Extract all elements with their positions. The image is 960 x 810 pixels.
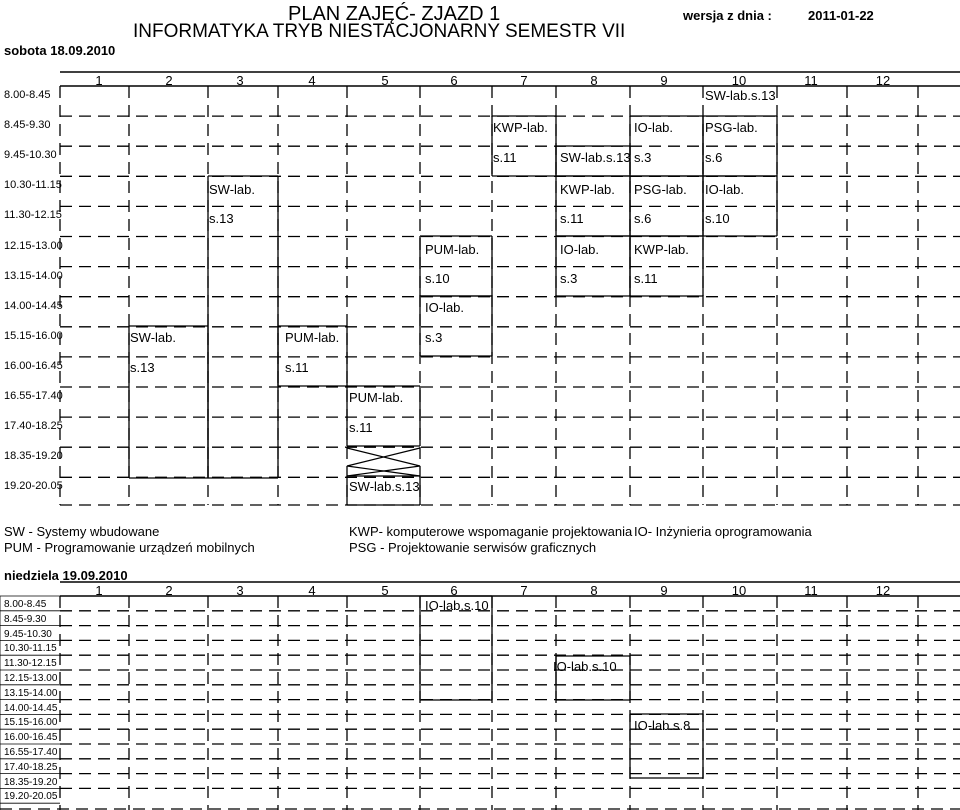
event-kwp-lab: KWP-lab. [560,182,615,197]
column-header: 4 [308,73,316,88]
event-io-lab: IO-lab. [560,242,600,257]
event-room: s.3 [425,330,443,345]
time-label: 19.20-20.05 [4,791,58,803]
time-label: 18.35-19.20 [4,776,58,788]
event-room: s.10 [425,271,450,286]
time-label: 8.00-8.45 [4,89,51,101]
saturday-label: sobota 18.09.2010 [4,43,116,58]
time-label: 16.55-17.40 [4,390,63,402]
time-label: 12.15-13.00 [4,673,58,684]
time-label: 8.45-9.30 [4,613,47,625]
column-header: 1 [95,583,103,598]
event-room: s.13 [130,360,155,375]
event-room: s.11 [634,271,658,286]
time-label: 16.55-17.40 [4,747,58,758]
event-pum-lab: PUM-lab. [349,390,404,405]
time-label: 15.15-16.00 [4,717,58,729]
time-label: 16.00-16.45 [4,732,58,744]
event-room: s.11 [349,420,373,435]
time-label: 11.30-12.15 [4,209,62,222]
event-io-lab: IO-lab.s.8 [634,718,691,733]
event-room: s.3 [634,150,652,165]
time-label: 14.00-14.45 [4,702,58,714]
title-line-1: PLAN ZAJĘĆ- ZJAZD 1 [288,3,501,25]
time-label: 18.35-19.20 [4,450,63,463]
legend-io: IO- Inżynieria oprogramowania [634,524,812,539]
event-sw-lab: SW-lab. [209,182,255,197]
cross-mark [347,448,420,476]
event-room: s.6 [634,211,652,226]
column-header: 12 [875,583,891,598]
column-header: 1 [95,73,103,88]
column-header: 8 [590,73,598,88]
column-header: 8 [590,583,598,598]
column-header: 6 [450,73,458,88]
time-label: 17.40-18.25 [4,761,58,773]
column-header: 5 [381,73,389,88]
event-sw-lab: SW-lab.s.13 [560,150,631,165]
column-header: 9 [660,73,668,88]
event-room: s.11 [285,360,309,375]
event-pum-lab: PUM-lab. [425,242,480,257]
column-header: 6 [450,583,458,598]
time-label: 15.15-16.00 [4,329,63,342]
legend-psg: PSG - Projektowanie serwisów graficznych [349,540,597,555]
time-label: 19.20-20.05 [4,480,63,493]
time-label: 12.15-13.00 [4,239,63,252]
time-label: 16.00-16.45 [4,359,63,372]
column-header: 2 [165,583,173,598]
column-header: 7 [520,73,528,88]
column-header: 10 [731,583,747,598]
legend-sw: SW - Systemy wbudowane [4,524,160,539]
column-header: 11 [804,73,818,88]
event-sw-lab: SW-lab.s.13 [705,88,776,103]
legend-pum: PUM - Programowanie urządzeń mobilnych [4,540,255,555]
time-label: 13.15-14.00 [4,687,58,699]
event-io-lab: IO-lab. [634,120,674,135]
column-header: 10 [731,73,747,88]
event-io-lab: IO-lab.s.10 [553,659,617,674]
event-room: s.13 [209,211,234,226]
event-kwp-lab: KWP-lab. [634,242,689,257]
event-room: s.10 [705,211,730,226]
event-room: s.3 [560,271,578,286]
cross-mark [347,448,420,476]
column-header: 12 [875,73,891,88]
time-label: 10.30-11.15 [4,179,62,192]
column-header: 2 [165,73,173,88]
version-label: wersja z dnia : [683,8,772,23]
legend-kwp: KWP- komputerowe wspomaganie projektowania [349,524,633,539]
column-header: 9 [660,583,668,598]
column-header: 3 [236,583,244,598]
event-room: s.6 [705,150,723,165]
time-label: 8.00-8.45 [4,599,47,610]
time-label: 14.00-14.45 [4,299,63,312]
column-header: 11 [804,583,818,598]
sunday-label: niedziela 19.09.2010 [4,568,128,583]
event-io-lab: IO-lab.s.10 [425,598,489,613]
time-label: 9.45-10.30 [4,149,57,162]
time-label: 13.15-14.00 [4,269,63,282]
column-header: 4 [308,583,316,598]
time-label: 9.45-10.30 [4,628,52,640]
time-label: 8.45-9.30 [4,119,51,132]
event-pum-lab: PUM-lab. [285,330,340,345]
event-psg-lab: PSG-lab. [705,120,758,135]
event-io-lab: IO-lab. [425,300,465,315]
event-sw-lab: SW-lab.s.13 [349,479,420,494]
time-label: 11.30-12.15 [4,658,57,670]
column-header: 3 [236,73,244,88]
event-sw-lab: SW-lab. [130,330,176,345]
event-room: s.11 [560,211,584,226]
column-header: 5 [381,583,389,598]
version-date: 2011-01-22 [808,8,874,23]
column-header: 7 [520,583,528,598]
time-label: 17.40-18.25 [4,420,63,433]
event-io-lab: IO-lab. [705,182,745,197]
event-kwp-lab: KWP-lab. [493,120,548,135]
event-psg-lab: PSG-lab. [634,182,687,197]
title-line-2: INFORMATYKA TRYB NIESTACJONARNY SEMESTR VII [133,21,626,42]
event-room: s.11 [493,150,517,165]
time-label: 10.30-11.15 [4,643,57,655]
